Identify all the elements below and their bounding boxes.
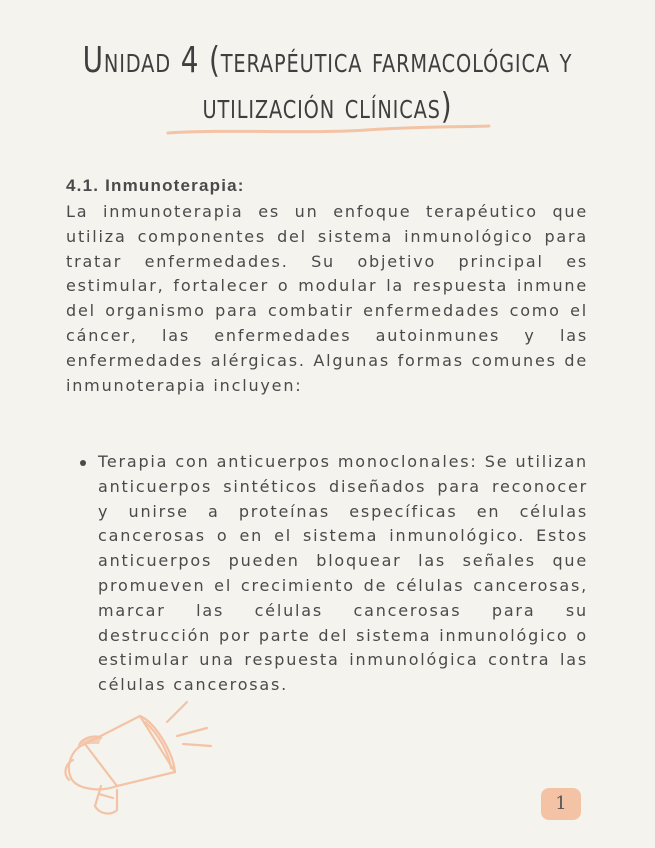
intro-paragraph: La inmunoterapia es un enfoque terapéutico que utiliza componentes del sistema inmunológico para tratar enfermedades. Su objetivo principal es estimular, fortalecer o modular la respuesta inmune del organismo para combatir enfermedades como el cáncer, las enfermedades autoinmunes y las enfermedades alérgicas. Algunas formas comunes de inmunoterapia incluyen: (66, 202, 588, 395)
page-title: Unidad 4 (terapéutica farmacológica y utilización clínicas) (82, 40, 573, 127)
bullet-list (98, 450, 588, 698)
list-item (98, 450, 588, 698)
megaphone-icon (55, 694, 225, 819)
list-item-text: Terapia con anticuerpos monoclonales: Se utilizan anticuerpos sintéticos diseñados para reconocer y unirse a proteínas específicas en células cancerosas o en el sistema inmunológico. Estos anticuerpos pueden bloquear las señales que promueven el crecimiento de células cancerosas, marcar las células cancerosas para su destrucción por parte del sistema inmunológico o estimular una respuesta inmunológica contra las células cancerosas. (98, 452, 588, 695)
bullet-dot-icon (80, 460, 86, 466)
title-underline (166, 123, 492, 137)
page-number-badge: 1 (541, 788, 581, 820)
section-heading: 4.1. Inmunoterapia: (66, 176, 245, 195)
